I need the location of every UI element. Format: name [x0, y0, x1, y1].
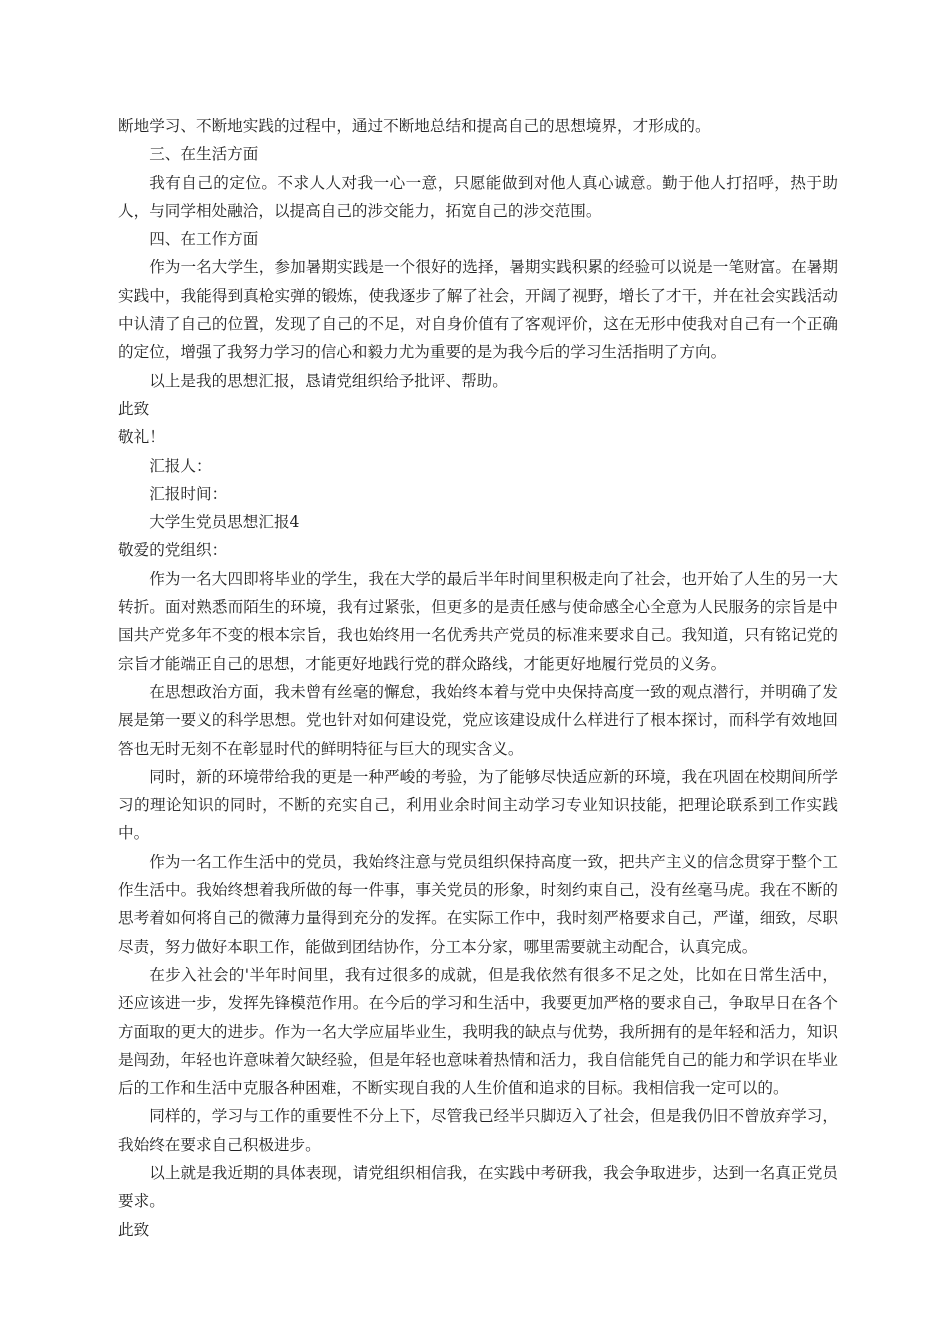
paragraph-intro: 作为一名大四即将毕业的学生，我在大学的最后半年时间里积极走向了社会，也开始了人生的另一大转折。面对熟悉而陌生的环境，我有过紧张，但更多的是责任感与使命感全心全意为人民服务的宗旨是中国共产党多年不变的根本宗旨，我也始终用一名优秀共产党员的标准来要求自己。我知道，只有铭记党的宗旨才能端正自己的思想，才能更好地践行党的群众路线，才能更好地履行党员的义务。 — [118, 569, 838, 673]
paragraph-study: 同样的，学习与工作的重要性不分上下，尽管我已经半只脚迈入了社会，但是我仍旧不曾放弃学习，我始终在要求自己积极进步。 — [118, 1107, 838, 1154]
paragraph-continuation: 断地学习、不断地实践的过程中，通过不断地总结和提高自己的思想境界，才形成的。 — [118, 117, 711, 135]
paragraph-work: 作为一名大学生，参加暑期实践是一个很好的选择，暑期实践积累的经验可以说是一笔财富。在暑期实践中，我能得到真枪实弹的锻炼，使我逐步了解了社会，开阔了视野，增长了才干，并在社会实践活动中认清了自己的位置，发现了自己的不足，对自身价值有了客观评价，这在无形中使我对自己有一个正确的定位，增强了我努力学习的信心和毅力尤为重要的是为我今后的学习生活指明了方向。 — [118, 258, 838, 362]
paragraph-request: 以上是我的思想汇报，恳请党组织给予批评、帮助。 — [149, 371, 508, 390]
salutation: 敬爱的党组织： — [118, 541, 228, 560]
closing-cizhi: 此致 — [118, 399, 150, 418]
section-heading-life: 三、在生活方面 — [149, 145, 259, 164]
report-time-label: 汇报时间： — [149, 484, 228, 503]
paragraph-life: 我有自己的定位。不求人人对我一心一意，只愿能做到对他人真心诚意。勤于他人打招呼，热于助人，与同学相处融洽，以提高自己的涉交能力，拓宽自己的涉交范围。 — [118, 173, 838, 220]
paragraph-society: 在步入社会的'半年时间里，我有过很多的成就，但是我依然有很多不足之处，比如在日常生活中，还应该进一步，发挥先锋模范作用。在今后的学习和生活中，我要更加严格的要求自己，争取早日在各个方面取的更大的进步。作为一名大学应届毕业生，我明我的缺点与优势，我所拥有的是年轻和活力，知识是闯劲，年轻也许意味着欠缺经验，但是年轻也意味着热情和活力，我自信能凭自己的能力和学识在毕业后的工作和生活中克服各种困难，不断实现自我的人生价值和追求的目标。我相信我一定可以的。 — [118, 965, 838, 1098]
paragraph-politics: 在思想政治方面，我未曾有丝毫的懈怠，我始终本着与党中央保持高度一致的观点潜行，并明确了发展是第一要义的科学思想。党也针对如何建设党，党应该建设成什么样进行了根本探讨，而科学有效地回答也无时无刻不在彰显时代的鲜明特征与巨大的现实含义。 — [118, 682, 838, 758]
closing-jingli: 敬礼！ — [118, 428, 165, 447]
paragraph-party-member-work: 作为一名工作生活中的党员，我始终注意与党员组织保持高度一致，把共产主义的信念贯穿于整个工作生活中。我始终想着我所做的每一件事，事关党员的形象，时刻约束自己，没有丝毫马虎。我在不断的思考着如何将自己的微薄力量得到充分的发挥。在实际工作中，我时刻严格要求自己，严谨，细致，尽职尽责，努力做好本职工作，能做到团结协作，分工本分家，哪里需要就主动配合，认真完成。 — [118, 852, 838, 956]
section-heading-work: 四、在工作方面 — [149, 230, 259, 249]
document-page — [118, 112, 838, 1244]
paragraph-summary: 以上就是我近期的具体表现，请党组织相信我，在实践中考研我，我会争取进步，达到一名真正党员要求。 — [118, 1163, 838, 1211]
report-title: 大学生党员思想汇报4 — [149, 513, 300, 532]
closing-cizhi-2: 此致 — [118, 1220, 150, 1239]
reporter-label: 汇报人： — [149, 456, 212, 475]
paragraph-environment: 同时，新的环境带给我的更是一种严峻的考验，为了能够尽快适应新的环境，我在巩固在校期间所学习的理论知识的同时，不断的充实自己，利用业余时间主动学习专业知识技能，把理论联系到工作实践中。 — [118, 767, 838, 843]
